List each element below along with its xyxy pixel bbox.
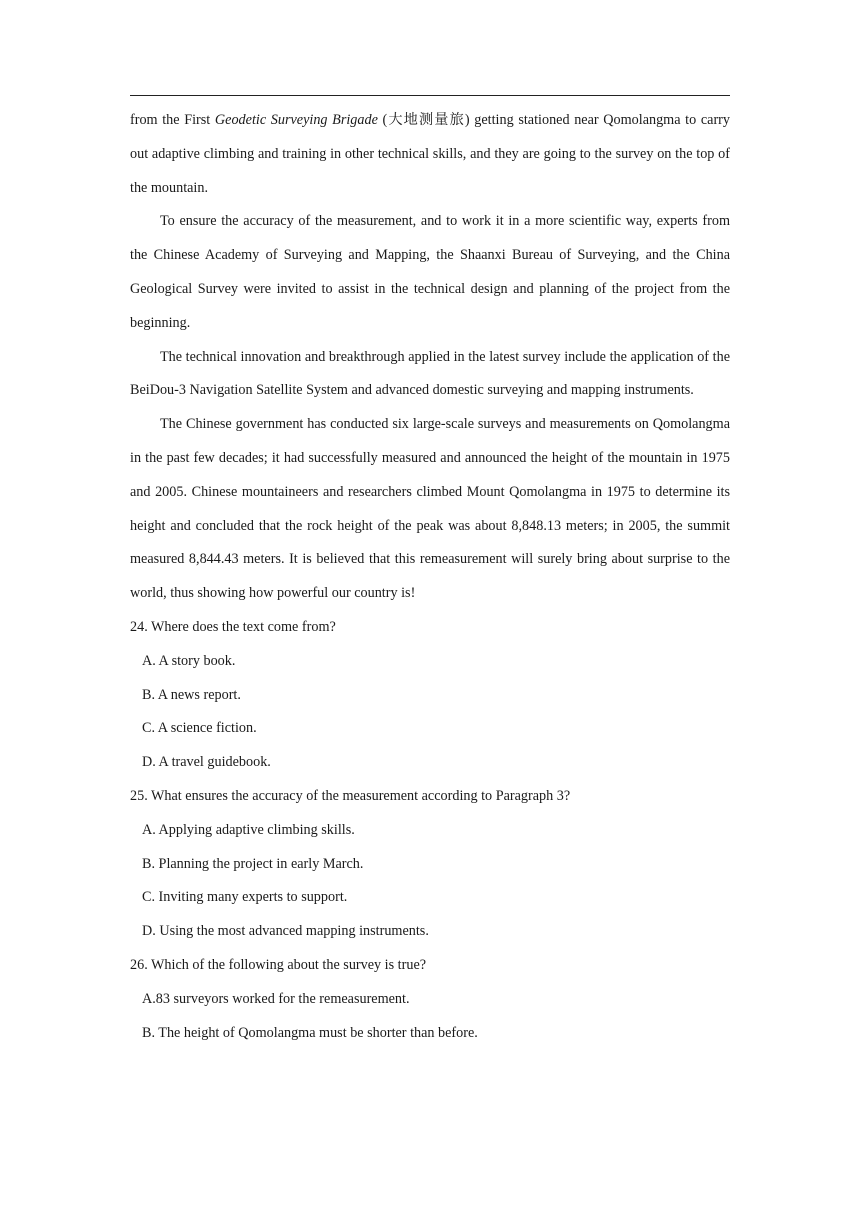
question-26-option-a: A.83 surveyors worked for the remeasurement. [142,990,410,1007]
question-25-option-d: D. Using the most advanced mapping instruments. [142,923,429,940]
question-25-option-c: C. Inviting many experts to support. [142,889,348,906]
article-paragraph-3: The technical innovation and breakthrough applied in the latest survey include the application of the BeiDou-3 Navigation Satellite System and advanced domestic surveying and mapping instruments. [130,348,730,399]
question-24-option-a: A. A story book. [142,652,236,669]
paragraph-1-text-end: (大地测量旅) getting stationed near Qomolangma to carry out adaptive climbing and training in other technical skills, and they are going to the survey on the top of the mountain. [130,112,730,196]
article-paragraph-1 [130,104,730,205]
page-content [130,104,730,1050]
question-26-option-b: B. The height of Qomolangma must be shorter than before. [142,1024,478,1041]
question-24-option-b: B. A news report. [142,686,241,703]
question-25-option-b: B. Planning the project in early March. [142,855,364,872]
question-24-option-d: D. A travel guidebook. [142,754,271,771]
paragraph-1-italic-term: Geodetic Surveying Brigade [214,112,378,128]
article-paragraph-4: The Chinese government has conducted six large-scale surveys and measurements on Qomolangma in the past few decades; it had successfully measured and announced the height of the mountain in 1975 and 2005. Chinese mountaineers and researchers climbed Mount Qomolangma in 1975 to determine its height and concluded that the rock height of the peak was about 8,848.13 meters; in 2005, the summit measured 8,844.43 meters. It is believed that this remeasurement will surely bring about surprise to the world, thus showing how powerful our country is! [130,416,730,602]
question-24-stem: 24. Where does the text come from? [130,618,336,635]
question-25-stem: 25. What ensures the accuracy of the measurement according to Paragraph 3? [130,787,571,804]
question-26-stem: 26. Which of the following about the survey is true? [130,956,427,973]
article-paragraph-2: To ensure the accuracy of the measurement, and to work it in a more scientific way, experts from the Chinese Academy of Surveying and Mapping, the Shaanxi Bureau of Surveying, and the China Geological Survey were invited to assist in the technical design and planning of the project from the beginning. [130,213,730,331]
paragraph-1-text-start: from the First [130,112,215,128]
question-25-option-a: A. Applying adaptive climbing skills. [142,821,355,838]
question-24-option-c: C. A science fiction. [142,720,257,737]
header-rule [130,95,730,96]
